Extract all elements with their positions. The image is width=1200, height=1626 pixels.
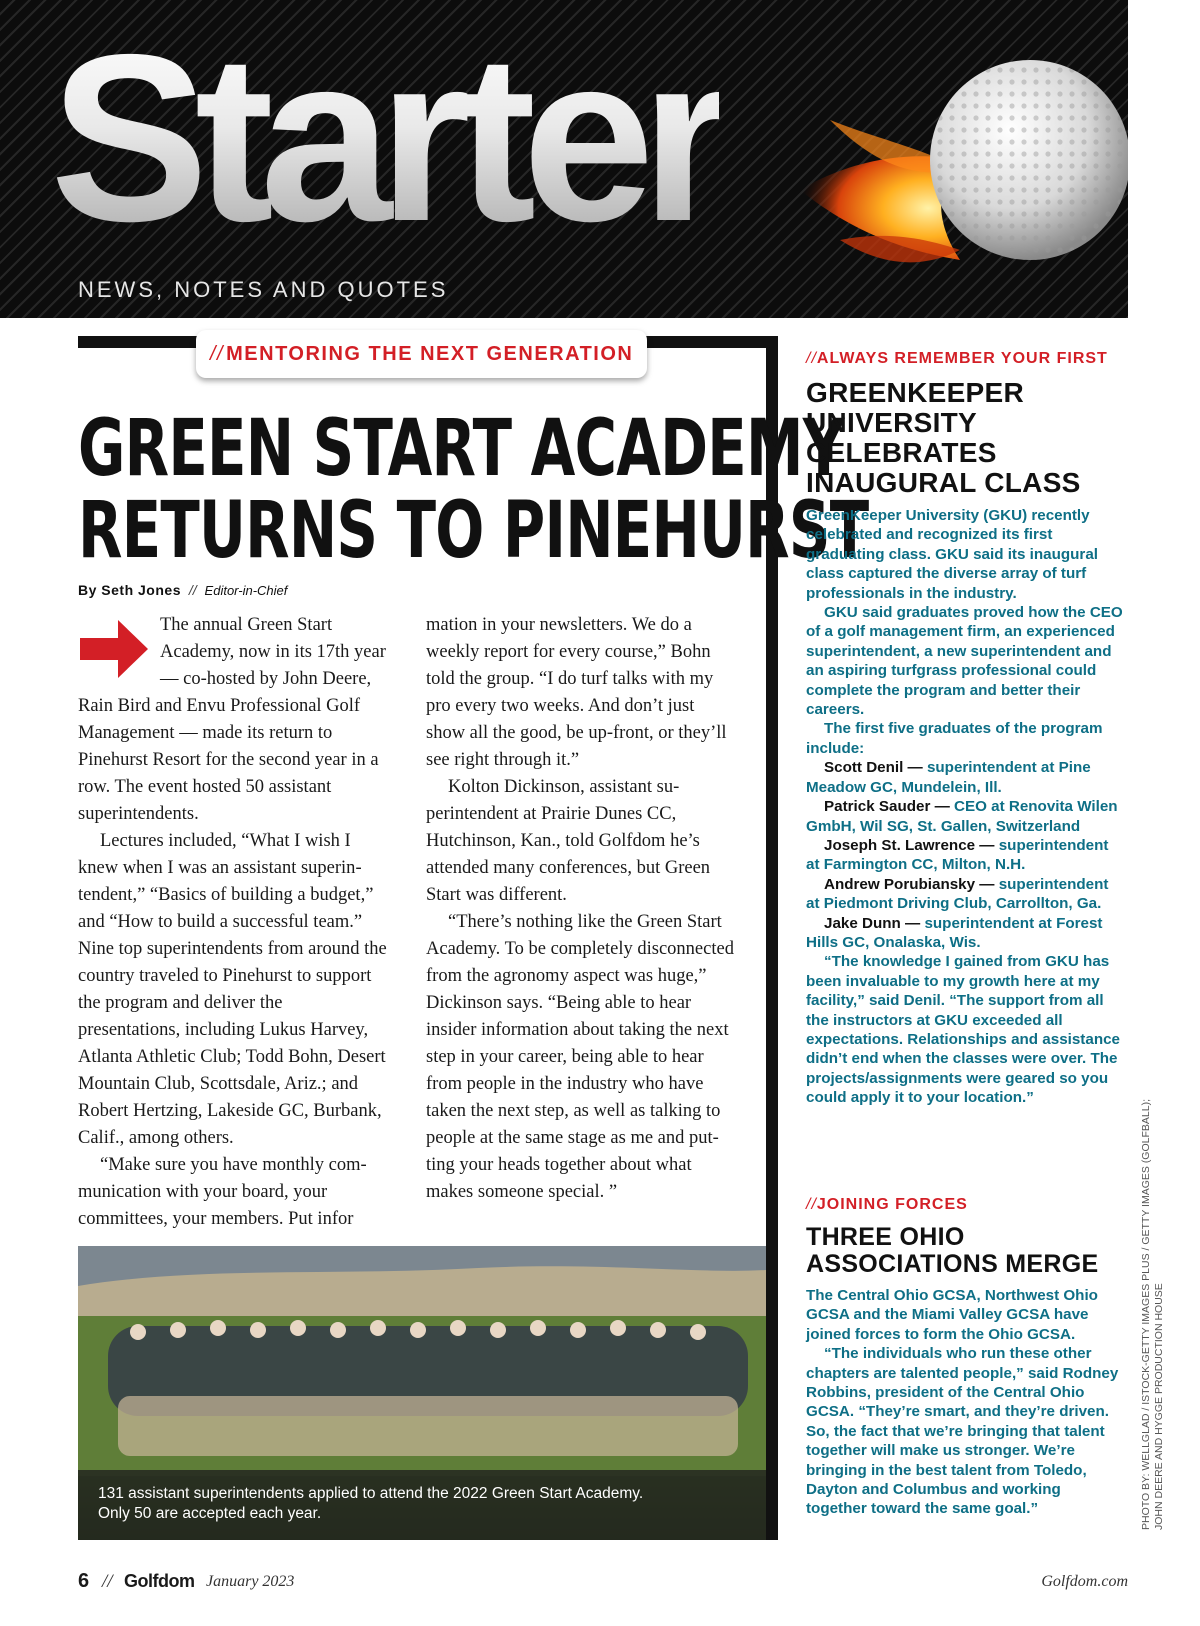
sidebar-paragraph: GreenKeeper University (GKU) recently celebrated and recognized its first graduating class. GKU said its inaugural class captured the diverse array of turf professionals in the industry.	[806, 507, 1099, 602]
sidebar-body-2	[806, 1286, 1124, 1519]
sidebar-headline-2: THREE OHIO ASSOCIATIONS MERGE	[806, 1223, 1099, 1278]
graduate-item	[806, 797, 1124, 836]
photo-caption-line-2: Only 50 are accepted each year.	[98, 1505, 322, 1522]
article-paragraph: The annual Green Start Academy, now in its 17th year — co-hosted by John Deere, Rain Bird and Envu Professional Golf Management — made its return to Pinehurst Resort for the second year in a row. The event hosted 50 assistant superintendents.	[78, 615, 386, 824]
sidebar-kicker-slashes: //	[806, 350, 817, 367]
article-kicker	[196, 330, 647, 378]
graduate-item	[806, 914, 1124, 953]
sidebar-kicker-text: JOINING FORCES	[816, 1196, 968, 1213]
sidebar-kicker-text: ALWAYS REMEMBER YOUR FIRST	[816, 350, 1108, 367]
article-headline	[78, 404, 869, 576]
headline-line-2: RETURNS TO PINEHURST	[78, 486, 869, 576]
article-paragraph: Kolton Dickinson, assistant superintendent at Prairie Dunes CC, Hutchinson, Kan., told Golfdom he’s attended many conferences, but Green Start was different.	[426, 777, 711, 905]
sidebar-paragraph: “The knowledge I gained from GKU has been invaluable to my growth here at my facility,” said Denil. “The support from all the instructors at GKU exceeded all expectations. Relationships and assistance didn’t end when the classes were over. The projects/assignments were geared so you could apply it to your location.”	[806, 953, 1120, 1107]
footer-brand: Golfdom	[124, 1571, 195, 1591]
red-arrow-icon	[78, 618, 150, 680]
footer-website: Golfdom.com	[1041, 1573, 1128, 1590]
photo-caption-line-1: 131 assistant superintendents applied to attend the 2022 Green Start Academy.	[98, 1485, 644, 1502]
headline-line-1: GREEN START ACADEMY	[78, 404, 844, 494]
photo-credit	[1140, 1099, 1166, 1530]
photo-caption	[78, 1470, 766, 1540]
graduate-name: Scott Denil —	[824, 759, 923, 777]
sidebar-headline-1: GREENKEEPER UNIVERSITY CELEBRATES INAUGURAL CLASS	[806, 377, 1081, 498]
flaming-golf-ball-art	[790, 40, 1128, 290]
main-article	[78, 336, 869, 1540]
graduate-detail: superintendent at Pine Meadow GC, Mundelein, Ill.	[806, 759, 1091, 796]
article-paragraph: Lectures included, “What I wish I knew when I was an assistant superintendent,” “Basics of building a budget,” and “How to build a successful team.” Nine top superintendents from around the country traveled to Pinehurst to support the program and deliver the presentations, including Lukus Harvey, Atlanta Athletic Club; Todd Bohn, Desert Mountain Club, Scottsdale, Ariz.; and Robert Hertzing, Lakeside GC, Burbank, Calif., among others.	[78, 831, 387, 1148]
graduate-item	[806, 875, 1124, 914]
page-number: 6	[78, 1570, 90, 1592]
sidebar-kicker-slashes: //	[806, 1196, 817, 1213]
article-paragraph: “Make sure you have monthly communication with your board, your committees, your members. Put infor	[78, 1155, 367, 1229]
footer-separator: //	[102, 1571, 113, 1592]
graduate-detail: superintendent at Piedmont Driving Club, Carrollton, Ga.	[806, 875, 1109, 913]
sidebar-body-1	[806, 506, 1124, 1108]
graduate-name: Jake Dunn —	[824, 914, 921, 932]
article-paragraph: mation in your newsletters. We do a weekly report for every course,” Bohn told the group. “I do turf talks with my pro every two weeks. And don’t just show all the good, be up-front, or they’ll see right through it.”	[426, 615, 727, 770]
kicker-slashes: //	[210, 342, 225, 365]
banner-tagline: NEWS, NOTES AND QUOTES	[78, 277, 449, 302]
graduate-item	[806, 758, 1124, 797]
group-photo	[78, 1246, 766, 1540]
graduate-item	[806, 836, 1124, 875]
graduate-detail: superintendent at Farmington CC, Milton, N.H.	[806, 836, 1109, 874]
sidebar-paragraph: GKU said graduates proved how the CEO of a golf management firm, an experienced superintendent, a new superintendent and an aspiring turfgrass professional could complete the program and better their careers.	[806, 604, 1123, 719]
starter-banner	[0, 0, 1128, 318]
article-column-left	[78, 612, 388, 1233]
page-footer	[78, 1570, 1128, 1600]
photo-credit-line-2: JOHN DEERE AND HYGGE PRODUCTION HOUSE	[1153, 1283, 1165, 1530]
graduate-name: Andrew Porubiansky —	[824, 875, 995, 893]
graduate-name: Patrick Sauder —	[824, 798, 950, 816]
sidebar-section-2	[806, 1196, 1124, 1519]
footer-issue-date: January 2023	[206, 1573, 295, 1590]
byline-author: By Seth Jones	[78, 582, 181, 598]
graduate-detail: CEO at Renovita Wilen GmbH, Wil SG, St. Gallen, Switzerland	[806, 798, 1118, 835]
sidebar-paragraph: “The individuals who run these other chapters are talented people,” said Rodney Robbins, president of the Central Ohio GCSA. “They’re smart, and they’re driven. So, the fact that we’re bringing that talent together will make us stronger. We’re bringing in the best talent from Toledo, Dayton and Columbus and working together toward the same goal.”	[806, 1345, 1119, 1518]
sidebar	[806, 350, 1124, 1518]
sidebar-kicker-2	[806, 1196, 1124, 1214]
article-column-right	[426, 612, 738, 1206]
byline-separator: //	[188, 582, 197, 598]
graduate-detail: superintendent at Forest Hills GC, Onalaska, Wis.	[806, 914, 1103, 951]
byline-role: Editor-in-Chief	[204, 583, 288, 598]
banner-title: Starter	[50, 6, 720, 271]
sidebar-paragraph: The Central Ohio GCSA, Northwest Ohio GCSA and the Miami Valley GCSA have joined forces to form the Ohio GCSA.	[806, 1287, 1098, 1343]
photo-credit-line-1: PHOTO BY: WELLGLAD / ISTOCK-GETTY IMAGES PLUS / GETTY IMAGES (GOLFBALL);	[1140, 1099, 1152, 1530]
kicker-text: MENTORING THE NEXT GENERATION	[226, 342, 634, 365]
sidebar-kicker-1	[806, 350, 1124, 368]
sidebar-paragraph: The first five graduates of the program include:	[806, 720, 1103, 757]
article-paragraph: “There’s nothing like the Green Start Academy. To be completely disconnected from the agronomy aspect was huge,” Dickinson says. “Being able to hear insider information about taking the next step in your career, being able to hear from people in the industry who have taken the next step, as well as talking to people at the same stage as me and putting your heads together about what makes someone special. ”	[426, 912, 734, 1202]
byline	[78, 582, 287, 598]
graduate-name: Joseph St. Lawrence —	[824, 836, 995, 854]
